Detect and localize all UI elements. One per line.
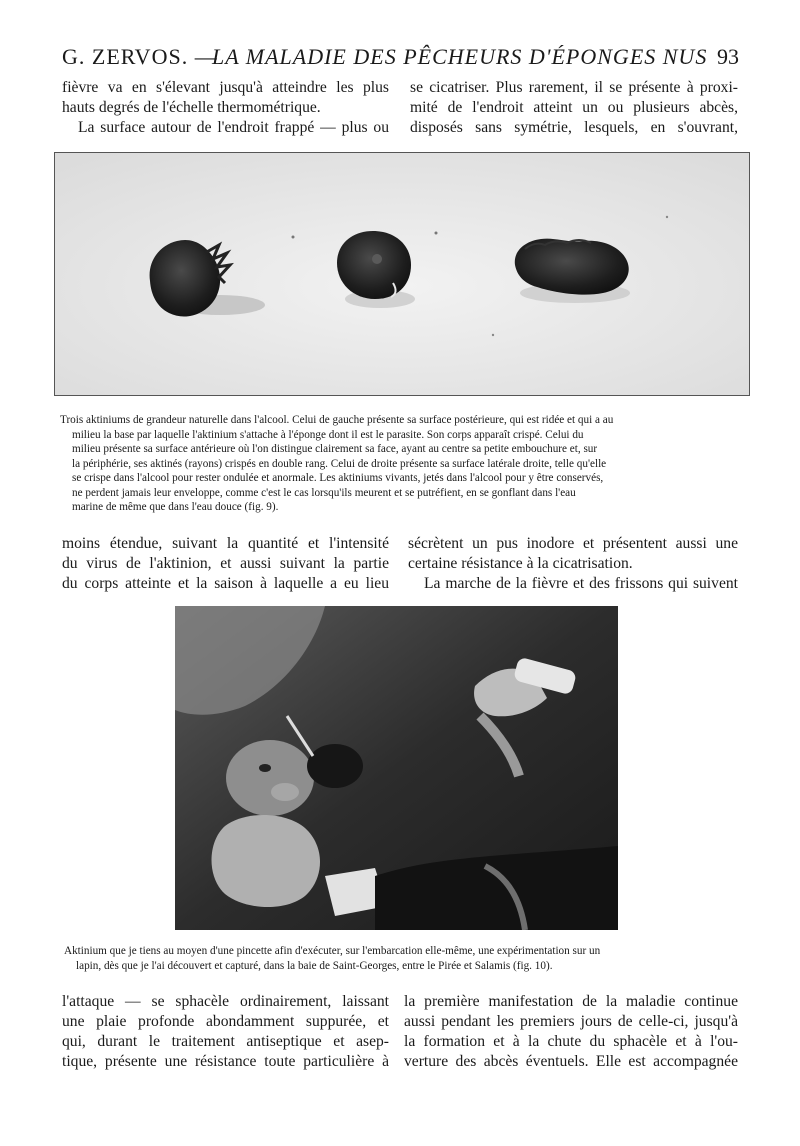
figure-10-caption bbox=[64, 944, 740, 974]
text-line: aussi pendant les premiers jours de celle-ci, jusqu'à bbox=[404, 1013, 738, 1030]
running-header bbox=[62, 44, 737, 74]
header-title: LA MALADIE DES PÊCHEURS D'ÉPONGES NUS bbox=[212, 44, 708, 69]
rabbit bbox=[226, 740, 314, 816]
text-line: se cicatriser. Plus rarement, il se présente à proxi- bbox=[410, 79, 738, 96]
text-line: La marche de la fièvre et des frissons qui suivent bbox=[424, 575, 738, 592]
text-line: du virus de l'aktinion, et aussi suivant la partie bbox=[62, 555, 389, 572]
caption-line: marine de même que dans l'eau douce (fig. 9). bbox=[72, 501, 279, 513]
caption-line: ne perdent jamais leur enveloppe, comme c'est le cas lorsqu'ils meurent et se putréfient, en se gonflant dans l'eau bbox=[72, 486, 576, 499]
text-line: l'attaque — se sphacèle ordinairement, laissant bbox=[62, 993, 389, 1010]
text-line: La surface autour de l'endroit frappé — plus ou bbox=[78, 119, 389, 136]
aktiniums-illustration bbox=[55, 153, 749, 395]
middle-right-column bbox=[408, 534, 738, 594]
top-left-column bbox=[62, 78, 389, 138]
page-number: 93 bbox=[717, 44, 739, 69]
caption-line: la périphérie, ses aktinés (rayons) crispés en double rang. Celui de droite présente sa surface latérale droite, telle qu'elle bbox=[72, 457, 607, 470]
header-author: G. ZERVOS. — bbox=[62, 44, 218, 69]
text-line: verture des abcès éventuels. Elle est accompagnée bbox=[404, 1053, 738, 1070]
caption-line: se crispe dans l'alcool pour rester ondulée et anormale. Les aktiniums vivants, jetés dans l'alcool pour y être conservés, bbox=[72, 472, 604, 484]
caption-line: milieu présente sa surface antérieure où l'on distingue clairement sa face, ayant au centre sa petite embouchure et, sur bbox=[72, 443, 598, 455]
caption-line: lapin, dès que je l'ai découvert et capturé, dans la baie de Saint-Georges, entre le Pirée et Salamis (fig. 10). bbox=[76, 960, 553, 972]
figure-experiment-photo bbox=[175, 606, 618, 930]
text-line: une plaie profonde abondamment suppurée, et bbox=[62, 1013, 389, 1030]
text-line: sécrètent un pus inodore et présentent aussi une bbox=[408, 535, 738, 552]
text-line: certaine résistance à la cicatrisation. bbox=[408, 555, 633, 572]
aktinium-middle bbox=[337, 231, 411, 299]
caption-line: Aktinium que je tiens au moyen d'une pincette afin d'exécuter, sur l'embarcation elle-même, une expérimentation sur un bbox=[64, 945, 601, 957]
text-line: la formation et à la chute du sphacèle et à l'ou- bbox=[404, 1033, 738, 1050]
caption-line: milieu la base par laquelle l'aktinium s'attache à l'éponge dont il est le parasite. Son corps apparaît crispé. Celui du bbox=[72, 428, 584, 441]
figure-9-caption bbox=[60, 413, 740, 515]
bottom-left-column bbox=[62, 992, 389, 1072]
text-line: la première manifestation de la maladie continue bbox=[404, 993, 738, 1010]
text-line: fièvre va en s'élevant jusqu'à atteindre les plus bbox=[62, 79, 389, 96]
caption-line: Trois aktiniums de grandeur naturelle dans l'alcool. Celui de gauche présente sa surface postérieure, qui est ridée et qui a au bbox=[60, 414, 614, 426]
figure-aktiniums-photo bbox=[54, 152, 750, 396]
text-line: moins étendue, suivant la quantité et l'intensité bbox=[62, 535, 389, 552]
text-line: qui, durant le traitement antiseptique et asep- bbox=[62, 1033, 389, 1050]
text-line: mité de l'endroit atteint un ou plusieurs abcès, bbox=[410, 99, 738, 116]
text-line: hauts degrés de l'échelle thermométrique. bbox=[62, 99, 321, 116]
text-line: disposés sans symétrie, lesquels, en s'ouvrant, bbox=[410, 119, 738, 136]
top-right-column bbox=[410, 78, 738, 138]
text-line: tique, présente une résistance toute particulière à bbox=[62, 1053, 389, 1070]
experiment-illustration bbox=[175, 606, 618, 930]
text-line: du corps atteinte et la saison à laquelle a eu lieu bbox=[62, 575, 389, 592]
middle-left-column bbox=[62, 534, 389, 594]
bottom-right-column bbox=[404, 992, 738, 1072]
